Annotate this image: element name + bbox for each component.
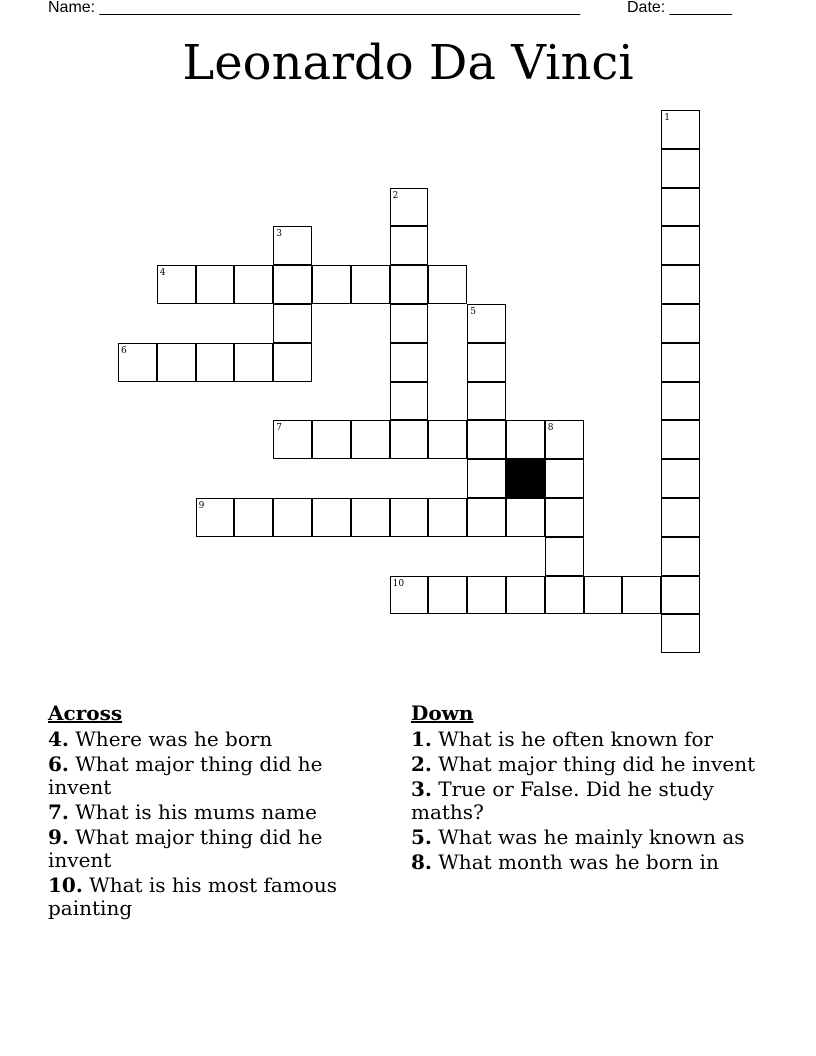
cell-number: 10	[392, 578, 405, 589]
across-heading: Across	[48, 701, 123, 725]
grid-cell[interactable]	[118, 343, 157, 382]
clue-number: 10.	[48, 873, 83, 897]
name-field[interactable]: Name: ______________________________________________________	[48, 0, 581, 16]
grid-cell[interactable]	[506, 576, 545, 615]
grid-cell[interactable]	[428, 265, 467, 304]
grid-cell[interactable]	[661, 265, 700, 304]
grid-cell[interactable]	[467, 382, 506, 421]
clue-text: What is his most famous painting	[48, 873, 337, 920]
grid-cell[interactable]	[273, 343, 312, 382]
grid-cell[interactable]	[273, 226, 312, 265]
grid-cell[interactable]	[428, 576, 467, 615]
cell-number: 7	[276, 423, 282, 434]
grid-cell[interactable]	[157, 265, 196, 304]
date-field[interactable]: Date: _______	[627, 0, 732, 16]
grid-cell[interactable]	[622, 576, 661, 615]
grid-cell[interactable]	[351, 265, 390, 304]
grid-cell[interactable]	[390, 420, 429, 459]
grid-cell[interactable]	[390, 343, 429, 382]
grid-cell[interactable]	[428, 420, 467, 459]
grid-cell[interactable]	[390, 265, 429, 304]
grid-cell[interactable]	[390, 382, 429, 421]
grid-cell[interactable]	[273, 420, 312, 459]
grid-cell[interactable]	[661, 459, 700, 498]
clue-down-1	[411, 728, 761, 751]
cell-number: 8	[547, 423, 554, 434]
grid-cell[interactable]	[506, 498, 545, 537]
grid-cell[interactable]	[273, 304, 312, 343]
puzzle-title: Leonardo Da Vinci	[182, 35, 634, 91]
grid-cell[interactable]	[661, 382, 700, 421]
clue-text: True or False. Did he study maths?	[411, 777, 714, 824]
clue-number: 5.	[411, 825, 432, 849]
grid-cell[interactable]	[467, 343, 506, 382]
clue-text: What major thing did he invent	[48, 825, 323, 872]
clue-down-3	[411, 778, 761, 824]
grid-cell[interactable]	[661, 188, 700, 227]
clue-number: 1.	[411, 727, 432, 751]
clue-across-9	[48, 826, 378, 872]
clue-text: What major thing did he invent	[48, 752, 323, 799]
grid-cell[interactable]	[661, 537, 700, 576]
grid-cell[interactable]	[196, 265, 235, 304]
grid-cell[interactable]	[390, 576, 429, 615]
clue-down-5	[411, 826, 761, 849]
grid-cell[interactable]	[661, 498, 700, 537]
across-clues	[48, 701, 378, 922]
grid-cell[interactable]	[545, 576, 584, 615]
grid-cell[interactable]	[428, 498, 467, 537]
clue-number: 8.	[411, 850, 432, 874]
grid-cell[interactable]	[467, 459, 506, 498]
clue-text: What is his mums name	[75, 800, 317, 824]
grid-cell[interactable]	[545, 420, 584, 459]
down-clues	[411, 701, 761, 876]
grid-cell[interactable]	[234, 498, 273, 537]
grid-cell[interactable]	[584, 576, 623, 615]
grid-cell[interactable]	[157, 343, 196, 382]
cell-number: 6	[121, 345, 127, 356]
grid-cell[interactable]	[234, 343, 273, 382]
grid-cell[interactable]	[661, 343, 700, 382]
grid-cell[interactable]	[312, 420, 351, 459]
grid-cell[interactable]	[390, 226, 429, 265]
grid-cell[interactable]	[390, 304, 429, 343]
cell-number: 3	[276, 229, 282, 240]
grid-cell[interactable]	[661, 110, 700, 149]
grid-cell[interactable]	[545, 459, 584, 498]
clue-text: What was he mainly known as	[438, 825, 745, 849]
clue-down-2	[411, 753, 761, 776]
grid-cell[interactable]	[545, 498, 584, 537]
clue-across-4	[48, 728, 378, 751]
grid-cell[interactable]	[273, 498, 312, 537]
grid-cell[interactable]	[312, 265, 351, 304]
grid-cell[interactable]	[351, 420, 390, 459]
clue-number: 6.	[48, 752, 69, 776]
clue-across-6	[48, 753, 378, 799]
grid-cell[interactable]	[661, 420, 700, 459]
clue-number: 2.	[411, 752, 432, 776]
clue-across-10	[48, 874, 378, 920]
grid-cell[interactable]	[351, 498, 390, 537]
cell-number: 4	[159, 268, 166, 279]
down-heading: Down	[411, 701, 474, 725]
clue-text: Where was he born	[75, 727, 273, 751]
grid-cell[interactable]	[506, 420, 545, 459]
cell-number: 1	[664, 113, 670, 123]
grid-cell[interactable]	[467, 420, 506, 459]
clue-text: What month was he born in	[438, 850, 719, 874]
grid-cell[interactable]	[545, 537, 584, 576]
grid-cell[interactable]	[467, 498, 506, 537]
clue-down-8	[411, 851, 761, 874]
grid-cell[interactable]	[312, 498, 351, 537]
grid-cell[interactable]	[467, 304, 506, 343]
grid-cell[interactable]	[273, 265, 312, 304]
grid-cell[interactable]	[661, 226, 700, 265]
grid-cell[interactable]	[661, 576, 700, 615]
clue-number: 3.	[411, 777, 432, 801]
black-cell	[506, 459, 545, 498]
grid-cell[interactable]	[390, 188, 429, 227]
clue-text: What is he often known for	[438, 727, 714, 751]
grid-cell[interactable]	[196, 498, 235, 537]
cell-number: 9	[198, 501, 205, 511]
grid-cell[interactable]	[196, 343, 235, 382]
clue-text: What major thing did he invent	[438, 752, 756, 776]
clue-number: 7.	[48, 800, 69, 824]
clue-number: 4.	[48, 727, 69, 751]
grid-cell[interactable]	[467, 576, 506, 615]
clue-across-7	[48, 801, 378, 824]
cell-number: 2	[392, 190, 399, 201]
grid-cell[interactable]	[661, 614, 700, 653]
clue-number: 9.	[48, 825, 69, 849]
cell-number: 5	[470, 307, 476, 317]
grid-cell[interactable]	[234, 265, 273, 304]
grid-cell[interactable]	[390, 498, 429, 537]
grid-cell[interactable]	[661, 149, 700, 188]
grid-cell[interactable]	[661, 304, 700, 343]
